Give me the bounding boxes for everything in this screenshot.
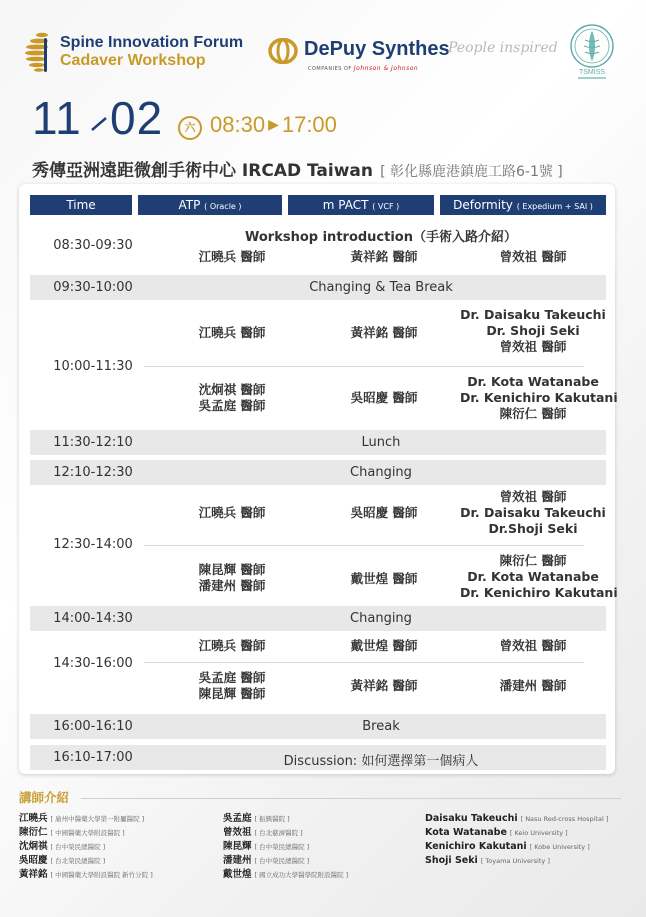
- atp-instructor: 江曉兵 醫師: [198, 505, 266, 520]
- row-span-text: Changing: [350, 611, 412, 626]
- atp-instructor-1: 陳昆輝 醫師: [198, 562, 266, 577]
- forum-title: [60, 34, 243, 70]
- speaker-affiliation: [ 廣州中醫藥大學第一附屬醫院 ]: [50, 815, 145, 823]
- deformity-instructor-3: 曾效祖 醫師: [499, 339, 567, 354]
- row-time: 08:30-09:30: [53, 238, 133, 253]
- speakers-section: [19, 788, 619, 880]
- table-row: [30, 634, 606, 714]
- speaker-name: Kenichiro Kakutani: [425, 841, 527, 852]
- header-mpact-sub: ( VCF ): [372, 202, 400, 211]
- event-datetime: [32, 92, 632, 144]
- speaker-item: [19, 826, 153, 840]
- atp-instructor: 江曉兵 醫師: [198, 638, 266, 653]
- speaker-item: [223, 868, 348, 882]
- speaker-name: 曾效祖: [223, 827, 252, 838]
- speaker-name: 吳孟庭: [223, 813, 252, 824]
- atp-instructor: [156, 382, 308, 414]
- date-slash-icon: [88, 106, 110, 136]
- deformity-instructor: 曾效祖 醫師: [499, 249, 567, 264]
- deformity-instructor-2: Dr. Shoji Seki: [486, 323, 580, 338]
- speaker-item: [425, 840, 608, 854]
- deformity-instructor: 潘建州 醫師: [499, 678, 567, 693]
- speaker-name: Kota Watanabe: [425, 827, 507, 838]
- row-divider: [144, 662, 584, 663]
- speaker-item: [425, 812, 608, 826]
- speakers-title: 講師介紹: [19, 790, 70, 805]
- header-atp-sub: ( Oracle ): [204, 202, 242, 211]
- mpact-instructor: 戴世煌 醫師: [350, 638, 418, 653]
- speaker-affiliation: [ 中國醫藥大學附設醫院 ]: [50, 829, 125, 837]
- table-header: [30, 195, 606, 215]
- atp-instructor-1: 沈炯祺 醫師: [198, 382, 266, 397]
- speaker-name: Shoji Seki: [425, 855, 478, 866]
- speaker-item: [223, 854, 348, 868]
- table-row: [30, 275, 606, 300]
- speakers-column-3: [425, 812, 608, 868]
- speaker-item: [223, 812, 348, 826]
- deformity-instructor-2: Dr. Daisaku Takeuchi: [460, 505, 606, 520]
- speaker-name: 戴世煌: [223, 869, 252, 880]
- row-time: 16:00-16:10: [53, 719, 133, 734]
- speaker-affiliation: [ 台中榮民總醫院 ]: [254, 857, 310, 865]
- end-time: 17:00: [281, 112, 337, 137]
- row-title: Workshop introduction（手術入路介紹）: [244, 230, 517, 245]
- sponsor-name: DePuy Synthes: [304, 38, 450, 60]
- speaker-affiliation: [ 振興醫院 ]: [254, 815, 290, 823]
- speaker-affiliation: [ 台北慈濟醫院 ]: [254, 829, 303, 837]
- header-atp-label: ATP: [178, 198, 201, 212]
- speaker-name: Daisaku Takeuchi: [425, 813, 518, 824]
- speaker-affiliation: [ 國立成功大學醫學院附設醫院 ]: [254, 871, 349, 879]
- speaker-affiliation: [ Nasu Red-cross Hospital ]: [520, 815, 609, 823]
- table-row: [30, 460, 606, 485]
- row-span-text: Discussion: 如何選擇第一個病人: [283, 754, 479, 769]
- forum-title-line1: Spine Innovation Forum: [60, 34, 244, 51]
- speaker-item: [19, 854, 153, 868]
- speaker-name: 潘建州: [223, 855, 252, 866]
- row-time: 11:30-12:10: [53, 435, 133, 450]
- deformity-instructor: [460, 489, 606, 537]
- speaker-affiliation: [ 中國醫藥大學附設醫院 新竹分院 ]: [50, 871, 153, 879]
- deformity-instructor: [460, 307, 606, 355]
- speaker-affiliation: [ Keio University ]: [509, 829, 568, 837]
- deformity-instructor-2: Dr. Kenichiro Kakutani: [460, 390, 618, 405]
- deformity-instructor: 曾效祖 醫師: [499, 638, 567, 653]
- deformity-instructor: [460, 553, 618, 601]
- header-mpact: [288, 195, 434, 215]
- depuy-ring-icon: [268, 38, 298, 64]
- start-time: 08:30: [210, 112, 266, 137]
- mpact-instructor: 吳昭慶 醫師: [350, 390, 418, 405]
- speakers-column-1: [19, 812, 153, 882]
- row-span-text: Changing: [350, 465, 412, 480]
- mpact-instructor: 黃祥銘 醫師: [350, 249, 418, 264]
- speaker-item: [223, 840, 348, 854]
- mpact-instructor: 黃祥銘 醫師: [350, 325, 418, 340]
- speaker-item: [223, 826, 348, 840]
- header-time-label: Time: [66, 198, 96, 212]
- speaker-name: 吳昭慶: [19, 855, 48, 866]
- table-row: [30, 222, 606, 272]
- venue-address: [ 彰化縣鹿港鎮鹿工路6-1號 ]: [380, 164, 563, 180]
- speakers-column-2: [223, 812, 348, 882]
- row-time: 10:00-11:30: [53, 359, 133, 374]
- event-day: 02: [110, 92, 164, 144]
- speaker-name: 沈炯祺: [19, 841, 48, 852]
- table-row: [30, 606, 606, 631]
- table-row: [30, 714, 606, 739]
- speaker-item: [19, 812, 153, 826]
- venue-name: 秀傳亞洲遠距微創手術中心 IRCAD Taiwan: [32, 161, 373, 181]
- forum-title-line2: Cadaver Workshop: [60, 52, 206, 69]
- header-atp: [138, 195, 282, 215]
- row-span-text: Lunch: [361, 435, 401, 450]
- row-time: 14:00-14:30: [53, 611, 133, 626]
- speaker-affiliation: [ 台北榮民總醫院 ]: [50, 857, 106, 865]
- sponsor-sub-text: COMPANIES OF: [308, 66, 352, 72]
- row-time: 12:10-12:30: [53, 465, 133, 480]
- schedule-card: [19, 184, 618, 774]
- header-mpact-label: m PACT: [322, 198, 369, 212]
- header-def-sub: ( Expedium + SAI ): [516, 202, 593, 211]
- header-deformity: [440, 195, 606, 215]
- table-row: [30, 304, 618, 429]
- header: [24, 26, 624, 86]
- row-time: 16:10-17:00: [53, 750, 133, 765]
- speaker-item: [425, 826, 608, 840]
- speaker-affiliation: [ 台中榮民總醫院 ]: [254, 843, 310, 851]
- speaker-item: [19, 868, 153, 882]
- deformity-instructor-3: 陳衍仁 醫師: [499, 406, 567, 421]
- atp-instructor-1: 吳孟庭 醫師: [198, 670, 266, 685]
- speaker-name: 黃祥銘: [19, 869, 48, 880]
- event-time-range: [210, 112, 337, 138]
- speaker-name: 陳昆輝: [223, 841, 252, 852]
- deformity-instructor-3: Dr.Shoji Seki: [488, 521, 578, 536]
- speaker-item: [19, 840, 153, 854]
- tagline: People inspired: [448, 40, 558, 56]
- row-time: 14:30-16:00: [53, 656, 133, 671]
- header-time: [30, 195, 132, 215]
- society-abbr: TSMISS: [578, 69, 606, 76]
- row-divider: [144, 545, 584, 546]
- weekday-badge: 六: [178, 116, 202, 140]
- sponsor-subtitle: [308, 65, 418, 72]
- jj-text: Johnson & Johnson: [353, 65, 419, 72]
- deformity-instructor-2: Dr. Kota Watanabe: [467, 569, 599, 584]
- mpact-instructor: 吳昭慶 醫師: [350, 505, 418, 520]
- row-span-text: Break: [362, 719, 400, 734]
- header-def-label: Deformity: [453, 198, 513, 212]
- speaker-affiliation: [ Kobe University ]: [529, 843, 590, 851]
- deformity-instructor-1: 陳衍仁 醫師: [499, 553, 567, 568]
- speakers-divider: [81, 798, 621, 799]
- mpact-instructor: 戴世煌 醫師: [350, 571, 418, 586]
- speaker-affiliation: [ Toyama University ]: [480, 857, 550, 865]
- row-time: 09:30-10:00: [53, 280, 133, 295]
- table-row: [30, 745, 606, 770]
- speaker-item: [425, 854, 608, 868]
- atp-instructor-2: 吳孟庭 醫師: [198, 398, 266, 413]
- row-divider: [144, 366, 584, 367]
- arrow-right-icon: ▶: [268, 116, 279, 132]
- atp-instructor: 江曉兵 醫師: [198, 249, 266, 264]
- row-span-text: Changing & Tea Break: [309, 280, 453, 295]
- deformity-instructor-1: Dr. Kota Watanabe: [467, 374, 599, 389]
- speaker-name: 江曉兵: [19, 813, 48, 824]
- venue: [32, 156, 632, 181]
- table-row: [30, 487, 618, 604]
- deformity-instructor-1: Dr. Daisaku Takeuchi: [460, 307, 606, 322]
- speaker-name: 陳衍仁: [19, 827, 48, 838]
- atp-instructor: [156, 670, 308, 702]
- table-row: [30, 430, 606, 455]
- spine-globe-icon: [24, 30, 54, 74]
- atp-instructor: [156, 562, 308, 594]
- event-month: 11: [32, 92, 82, 144]
- atp-instructor-2: 潘建州 醫師: [198, 578, 266, 593]
- row-time: 12:30-14:00: [53, 537, 133, 552]
- deformity-instructor: [460, 374, 618, 422]
- deformity-instructor-3: Dr. Kenichiro Kakutani: [460, 585, 618, 600]
- mpact-instructor: 黃祥銘 醫師: [350, 678, 418, 693]
- atp-instructor-2: 陳昆輝 醫師: [198, 686, 266, 701]
- society-seal-icon: [568, 22, 616, 84]
- speaker-affiliation: [ 台中榮民總醫院 ]: [50, 843, 106, 851]
- deformity-instructor-1: 曾效祖 醫師: [499, 489, 567, 504]
- atp-instructor: 江曉兵 醫師: [198, 325, 266, 340]
